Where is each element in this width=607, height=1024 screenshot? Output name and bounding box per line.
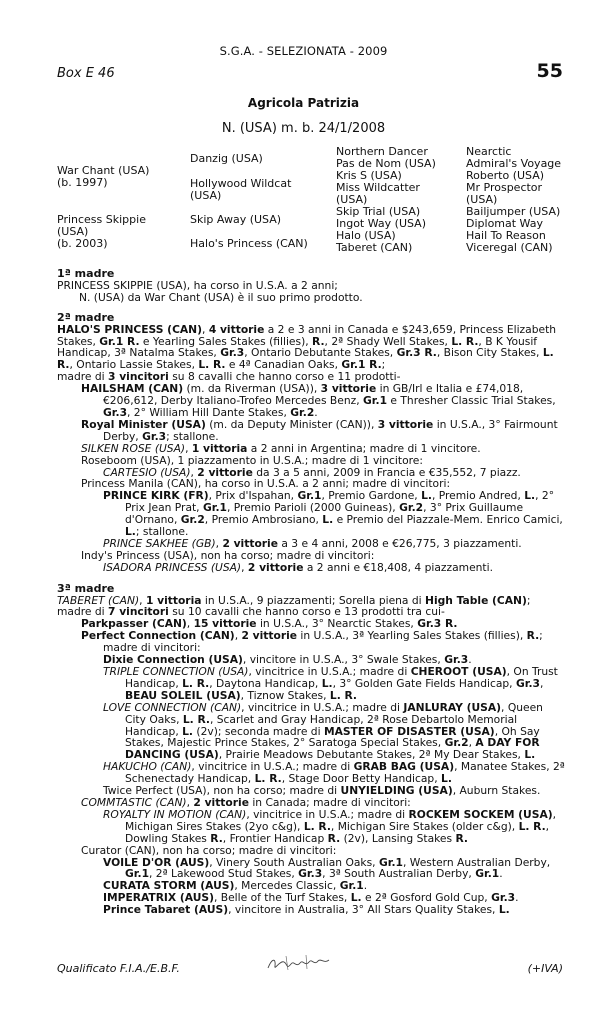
pedigree-sire: War Chant (USA) (b. 1997) bbox=[57, 164, 150, 189]
produce-entry: Dixie Connection (USA), vincitore in U.S.A., 3° Swale Stakes, Gr.3. bbox=[103, 653, 472, 667]
produce-entry: Curator (CAN), non ha corso; madre di vincitori: bbox=[81, 843, 337, 857]
second-dam-heading: 2ª madre bbox=[57, 310, 115, 324]
pedigree-gen3: Northern Dancer Pas de Nom (USA) Kris S (USA) Miss Wildcatter (USA) Skip Trial (USA) Ingot Way (USA) Halo (USA) Taberet (CAN) bbox=[336, 145, 436, 254]
page-number: 55 bbox=[536, 60, 563, 82]
produce-entry: TRIPLE CONNECTION (USA), vincitrice in U.S.A.; madre di CHEROOT (USA), On Trust Handicap, L. R., Daytona Handicap, L., 3° Golden Gate Fields Handicap, Gr.3, BEAU SOLEIL (USA), Tiznow Stakes, L. R. bbox=[103, 665, 558, 702]
produce-entry: SILKEN ROSE (USA), 1 vittoria a 2 anni in Argentina; madre di 1 vincitore. bbox=[81, 441, 481, 455]
produce-entry: CURATA STORM (AUS), Mercedes Classic, Gr.1. bbox=[103, 879, 368, 893]
produce-entry: COMMTASTIC (CAN), 2 vittorie in Canada; madre di vincitori: bbox=[81, 795, 411, 809]
produce-entry: ISADORA PRINCESS (USA), 2 vittorie a 2 anni e €18,408, 4 piazzamenti. bbox=[103, 560, 493, 574]
produce-entry: Roseboom (USA), 1 piazzamento in U.S.A.; madre di 1 vincitore: bbox=[81, 453, 423, 467]
produce-entry: Royal Minister (USA) (m. da Deputy Minister (CAN)), 3 vittorie in U.S.A., 3° Fairmount Derby, Gr.3; stallone. bbox=[81, 417, 558, 443]
produce-entry: Indy's Princess (USA), non ha corso; madre di vincitori: bbox=[81, 548, 375, 562]
produce-entry: HAKUCHO (CAN), vincitrice in U.S.A.; madre di GRAB BAG (USA), Manatee Stakes, 2ª Schenectady Handicap, L. R., Stage Door Betty Handicap, L. bbox=[103, 760, 565, 786]
signature-icon bbox=[266, 952, 332, 974]
produce-entry: VOILE D'OR (AUS), Vinery South Australian Oaks, Gr.1, Western Australian Derby, Gr.1, 2ª Lakewood Stud Stakes, Gr.3, 3ª South Australian Derby, Gr.1. bbox=[103, 855, 551, 881]
pedigree-sire-sire: Danzig (USA) bbox=[190, 152, 263, 165]
footer-vat: (+IVA) bbox=[527, 962, 563, 975]
produce-entry: ROYALTY IN MOTION (CAN), vincitrice in U.S.A.; madre di ROCKEM SOCKEM (USA), Michigan Sires Stakes (2yo c&g), L. R., Michigan Sire Stakes (older c&g), L. R., Dowling Stakes R., Frontier Handicap R. (2v), Lansing Stakes R. bbox=[103, 807, 556, 845]
produce-entry: PRINCE KIRK (FR), Prix d'Ispahan, Gr.1, Premio Gardone, L., Premio Andred, L., 2° Prix Jean Prat, Gr.1, Premio Parioli (2000 Guineas), Gr.2, 3° Prix Guillaume d'Ornano, Gr.2, Premio Ambrosiano, L. e Premio del Piazzale-Mem. Enrico Camici, L.; stallone. bbox=[103, 489, 563, 539]
produce-entry: Parkpasser (CAN), 15 vittorie in U.S.A., 3° Nearctic Stakes, Gr.3 R. bbox=[81, 617, 458, 631]
third-dam-heading: 3ª madre bbox=[57, 581, 115, 595]
family-text bbox=[57, 268, 567, 916]
produce-entry: Princess Manila (CAN), ha corso in U.S.A. a 2 anni; madre di vincitori: bbox=[81, 477, 451, 491]
box-label: Box E 46 bbox=[57, 66, 115, 81]
footer-qualification: Qualificato F.I.A./E.B.F. bbox=[57, 962, 180, 975]
first-dam-heading: 1ª madre bbox=[57, 267, 115, 280]
horse-owner-name: Agricola Patrizia bbox=[247, 96, 360, 110]
first-dam-line: PRINCESS SKIPPIE (USA), ha corso in U.S.A. a 2 anni; bbox=[57, 278, 338, 292]
produce-entry: IMPERATRIX (AUS), Belle of the Turf Stakes, L. e 2ª Gosford Gold Cup, Gr.3. bbox=[103, 891, 519, 905]
pedigree-dam-sire: Skip Away (USA) bbox=[190, 213, 282, 226]
produce-entry: LOVE CONNECTION (CAN), vincitrice in U.S.A.; madre di JANLURAY (USA), Queen City Oaks, L. R., Scarlet and Gray Handicap, 2ª Rose Debartolo Memorial Handicap, L. (2v); seconda madre di MASTER OF DISASTER (USA), Oh Say Stakes, Majestic Prince Stakes, 2° Saratoga Special Stakes, Gr.2, A DAY FOR DANCING (USA), Prairie Meadows Debutante Stakes, 2ª My Dear Stakes, L. bbox=[103, 700, 543, 762]
produce-entry: Prince Tabaret (AUS), vincitore in Australia, 3° All Stars Quality Stakes, L. bbox=[103, 903, 510, 917]
produce-entry: Twice Perfect (USA), non ha corso; madre di UNYIELDING (USA), Auburn Stakes. bbox=[103, 784, 541, 798]
pedigree-gen4: Nearctic Admiral's Voyage Roberto (USA) Mr Prospector (USA) Bailjumper (USA) Diplomat Way Hail To Reason Viceregal (CAN) bbox=[466, 145, 562, 254]
pedigree-dam: Princess Skippie (USA) (b. 2003) bbox=[57, 213, 146, 250]
pedigree-sire-dam: Hollywood Wildcat (USA) bbox=[190, 177, 292, 202]
second-dam-text: madre di 3 vincitori su 8 cavalli che hanno corso e 11 prodotti- bbox=[57, 370, 401, 384]
produce-entry: Perfect Connection (CAN), 2 vittorie in U.S.A., 3ª Yearling Sales Stakes (fillies), R.; madre di vincitori: bbox=[81, 629, 543, 655]
first-dam-line: N. (USA) da War Chant (USA) è il suo primo prodotto. bbox=[79, 290, 363, 304]
produce-entry: PRINCE SAKHEE (GB), 2 vittorie a 3 e 4 anni, 2008 e €26,775, 3 piazzamenti. bbox=[103, 536, 522, 550]
pedigree-dam-dam: Halo's Princess (CAN) bbox=[190, 237, 308, 250]
produce-entry: HAILSHAM (CAN) (m. da Riverman (USA)), 3 vittorie in GB/Irl e Italia e £74,018, €206,612, Derby Italiano-Trofeo Mercedes Benz, Gr.1 e Thresher Classic Trial Stakes, Gr.3, 2° William Hill Dante Stakes, Gr.2. bbox=[81, 382, 556, 419]
second-dam-text: HALO'S PRINCESS (CAN), 4 vittorie a 2 e 3 anni in Canada e $243,659, Princess Elizabeth Stakes, Gr.1 R. e Yearling Sales Stakes (fillies), R., 2ª Shady Well Stakes, L. R., B K Yousif Handicap, 3ª Natalma Stakes, Gr.3, Ontario Debutante Stakes, Gr.3 R., Bison City Stakes, L. R., Ontario Lassie Stakes, L. R. e 4ª Canadian Oaks, Gr.1 R.; bbox=[57, 322, 557, 372]
produce-entry: CARTESIO (USA), 2 vittorie da 3 a 5 anni, 2009 in Francia e €35,552, 7 piazz. bbox=[103, 465, 521, 479]
horse-birth-line: N. (USA) m. b. 24/1/2008 bbox=[221, 121, 386, 136]
third-dam-text: TABERET (CAN), 1 vittoria in U.S.A., 9 piazzamenti; Sorella piena di High Table (CAN); madre di 7 vincitori su 10 cavalli che hanno corso e 13 prodotti tra cui- bbox=[57, 593, 531, 619]
catalog-title: S.G.A. - SELEZIONATA - 2009 bbox=[219, 44, 388, 58]
